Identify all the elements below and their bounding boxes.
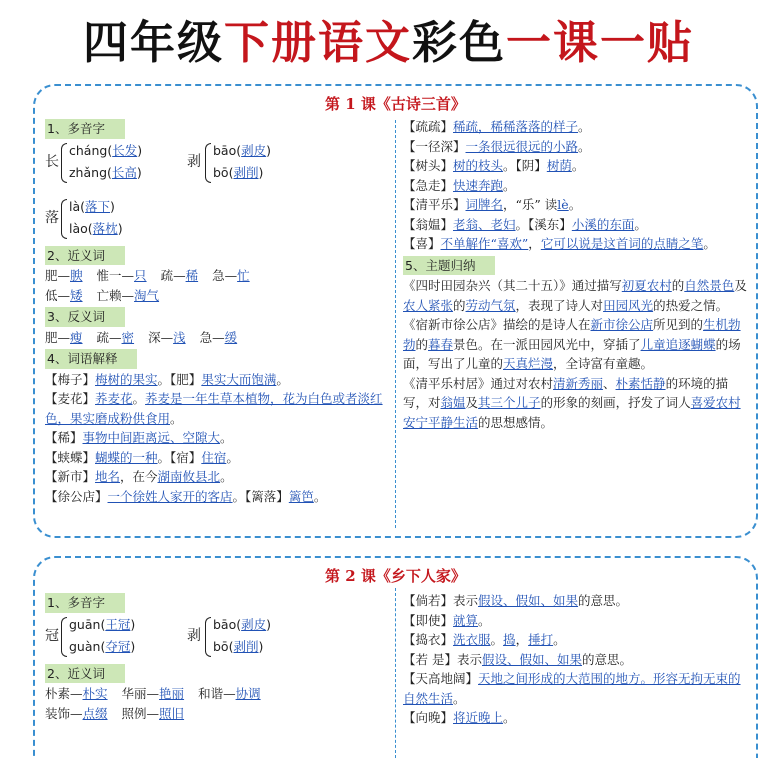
section-antonyms: 3、反义词	[45, 307, 125, 327]
glossary-item: 【即使】就算。	[403, 612, 491, 628]
section-synonyms: 2、近义词	[45, 246, 125, 266]
glossary-item: 【清平乐】词牌名，“乐” 读lè。	[403, 197, 582, 212]
glossary-item: 【若 是】表示假设、假如、如果的意思。	[403, 651, 633, 667]
lesson-2-title: 第 2 课《乡下人家》	[325, 567, 466, 585]
antonym-line: 肥—瘦 疏—密 深—浅 急—缓	[45, 329, 238, 345]
glossary-item: 【急走】快速奔跑。	[403, 177, 516, 193]
page-title: 四年级下册语文彩色一课一贴	[82, 16, 695, 69]
glossary-item: 【疏疏】稀疏，稀稀落落的样子。	[403, 119, 591, 134]
glossary-item: 【向晚】将近晚上。	[403, 710, 516, 725]
polyphonic-luo: 落 là(落下) lào(落枕)	[45, 196, 390, 244]
synonym-line: 肥—腴 惟一—只 疏—稀 急—忙	[45, 268, 250, 283]
lesson-1-card	[33, 84, 758, 538]
section-polyphonic: 1、多音字	[45, 593, 125, 613]
glossary-item: 【翁媪】老翁、老妇。【溪东】小溪的东面。	[403, 216, 647, 232]
synonym-line: 低—矮 亡赖—淘气	[45, 287, 160, 303]
lesson-2-left-column	[45, 591, 390, 723]
synonym-line: 装饰—点缀 照例—照旧	[45, 705, 185, 721]
lesson-1-left-column	[45, 117, 390, 506]
lesson-1-title: 第 1 课《古诗三首》	[325, 95, 466, 113]
glossary-item: 【天高地阔】天地之间形成的大范围的地方。形容无拘无束的自然生活。	[403, 671, 741, 706]
glossary-item: 【捣衣】洗衣服。捣，捶打。	[403, 632, 566, 647]
lesson-2-card	[33, 556, 758, 758]
polyphonic-guan-bo: 冠 guān(王冠) guàn(夺冠) 剥 bāo(剥皮) bō(剥削)	[45, 614, 390, 662]
glossary-item: 【新市】地名，在今湖南攸县北。	[45, 469, 233, 484]
lesson-2-right-column	[403, 591, 748, 728]
glossary-item: 【麦花】荞麦花。荞麦是一年生草本植物，花为白色或者淡红色，果实磨成粉供食用。	[45, 391, 383, 426]
section-theme: 5、主题归纳	[403, 256, 495, 276]
glossary-item: 【一径深】一条很远很远的小路。	[403, 138, 591, 154]
column-divider	[395, 588, 396, 758]
lesson-1-right-column	[403, 117, 748, 432]
glossary-item: 【蛱蝶】蝴蝶的一种。【宿】住宿。	[45, 449, 239, 465]
glossary-item: 【梅子】梅树的果实。【肥】果实大而饱满。	[45, 371, 289, 387]
glossary-item: 【倘若】表示假设、假如、如果的意思。	[403, 593, 629, 608]
section-synonyms: 2、近义词	[45, 664, 125, 684]
theme-paragraph: 《清平乐村居》通过对农村清新秀丽、朴素恬静的环境的描写，对翁媪及其三个儿子的形象的刻画，抒发了词人喜爱农村安宁平静生活的思想感情。	[403, 375, 741, 430]
theme-paragraph: 《宿新市徐公店》描绘的是诗人在新市徐公店所见到的生机勃勃的暮春景色。在一派田园风光中，穿插了儿童追逐蝴蝶的场面，写出了儿童的天真烂漫，全诗富有童趣。	[403, 317, 741, 371]
section-polyphonic: 1、多音字	[45, 119, 125, 139]
glossary-item: 【徐公店】一个徐姓人家开的客店。【篱落】篱笆。	[45, 488, 327, 504]
glossary-item: 【喜】不单解作“喜欢”，它可以说是这首词的点睛之笔。	[403, 236, 716, 251]
section-glossary: 4、词语解释	[45, 349, 137, 369]
synonym-line: 朴素—朴实 华丽—艳丽 和谐—协调	[45, 686, 261, 701]
theme-paragraph: 《四时田园杂兴（其二十五）》通过描写初夏农村的自然景色及农人紧张的劳动气氛，表现了诗人对田园风光的热爱之情。	[403, 278, 747, 313]
glossary-item: 【树头】树的枝头。【阴】树荫。	[403, 158, 585, 173]
glossary-item: 【稀】事物中间距离远、空隙大。	[45, 430, 233, 445]
column-divider	[395, 120, 396, 528]
polyphonic-chang-bo: 长 cháng(长发) zhǎng(长高) 剥 bāo(剥皮) bō(剥削)	[45, 140, 390, 188]
